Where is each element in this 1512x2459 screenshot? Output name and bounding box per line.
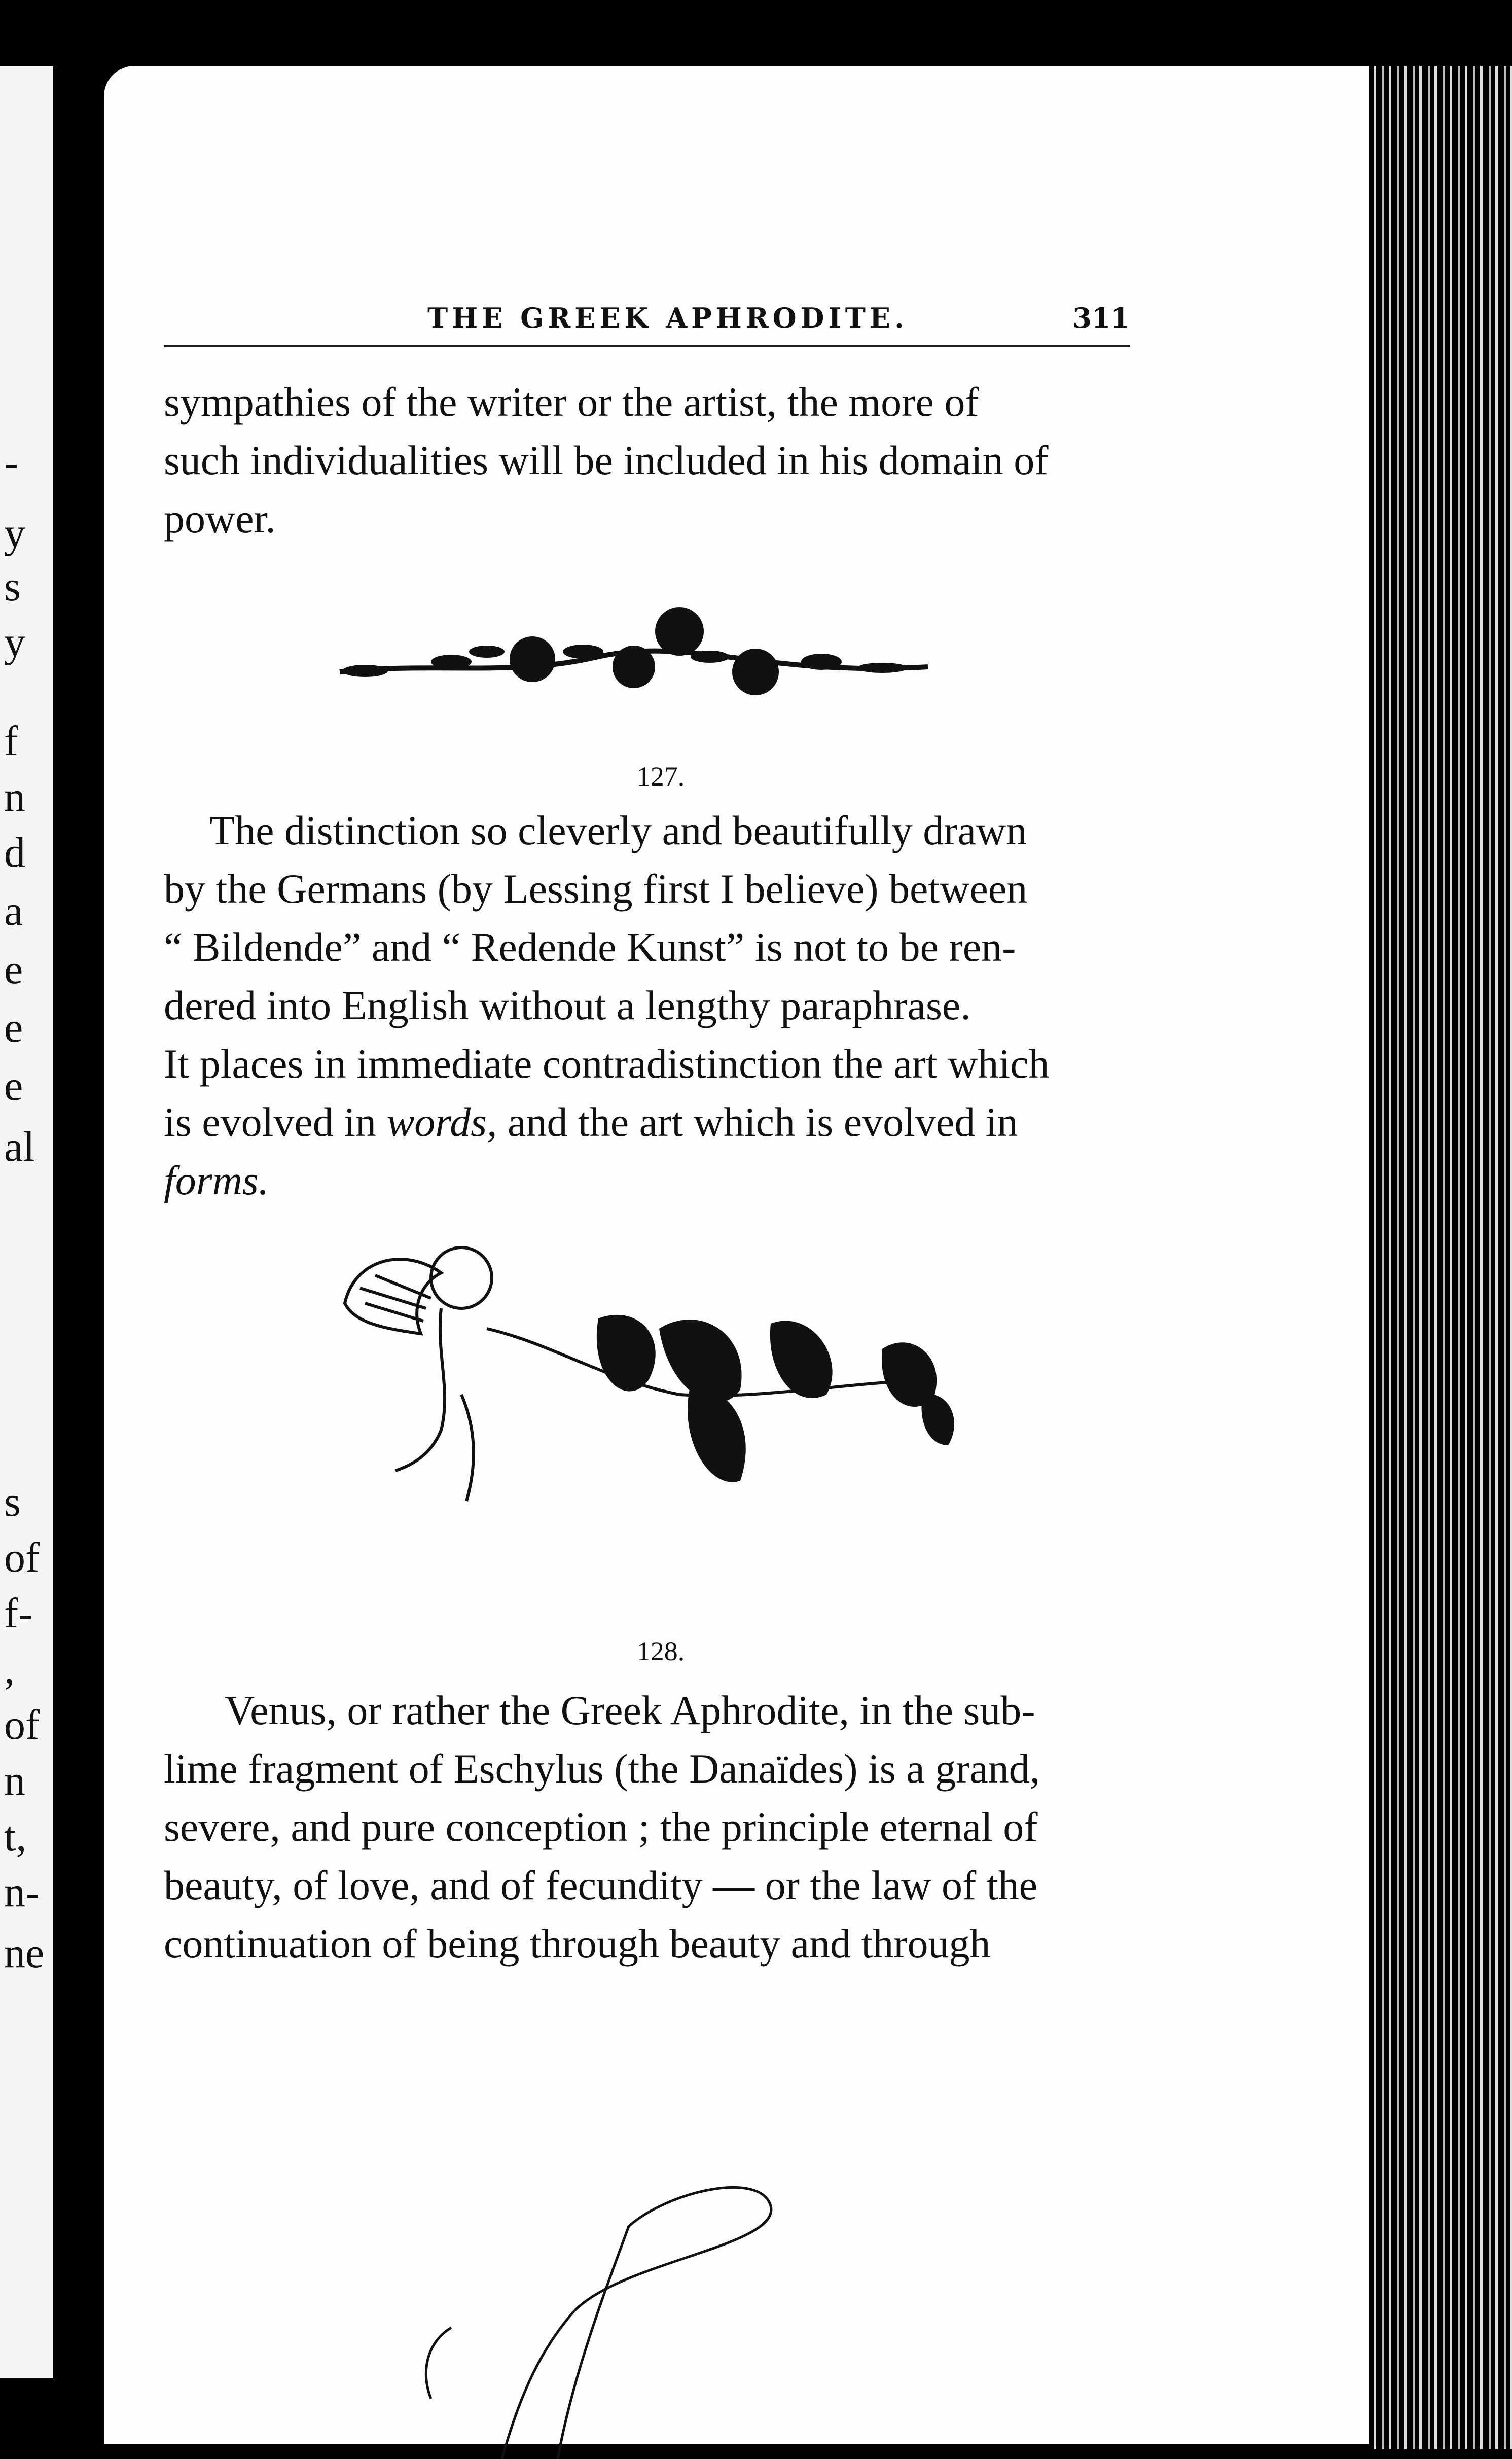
text-line: by the Germans (by Lessing first I believe) between (164, 866, 1028, 912)
italic-word: forms. (164, 1157, 269, 1203)
facing-page-fragment: n- (4, 1869, 40, 1916)
text-line: lime fragment of Eschylus (the Danaïdes) is a grand, (164, 1745, 1040, 1792)
facing-page-fragment: y (4, 619, 25, 666)
running-header (164, 297, 1130, 347)
text-line: dered into English without a lengthy paraphrase. (164, 982, 971, 1028)
facing-page-fragment: f- (4, 1590, 32, 1637)
section-127-text (164, 801, 1158, 1209)
section-128-text (164, 1681, 1158, 1973)
text-line: Venus, or rather the Greek Aphrodite, in the sub- (225, 1687, 1035, 1733)
floral-vine-ornament (335, 601, 933, 697)
facing-page-fragment: e (4, 1004, 23, 1051)
cupid-with-butterflies-vignette (325, 1227, 1029, 1542)
facing-page-fragment: , (4, 1646, 15, 1693)
text-line: “ Bildende” and “ Redende Kunst” is not to be ren- (164, 924, 1016, 970)
facing-page-fragment: al (4, 1123, 35, 1170)
facing-page-edge (0, 66, 53, 2378)
facing-page-fragment: of (4, 1701, 40, 1749)
text-line: continuation of being through beauty and through (164, 1920, 991, 1967)
text-line (164, 1151, 1158, 1209)
italic-word: words, (386, 1099, 497, 1145)
facing-page-fragment: y (4, 510, 25, 557)
text-line: such individualities will be included in his domain of (164, 437, 1049, 483)
running-title: THE GREEK APHRODITE. (427, 302, 908, 334)
section-number-127: 127. (636, 761, 685, 792)
facing-page-fragment: t, (4, 1813, 27, 1860)
text-line: severe, and pure conception ; the principle eternal of (164, 1804, 1038, 1850)
text-line: The distinction so cleverly and beautifully drawn (209, 807, 1027, 853)
facing-page-fragment: f (4, 718, 18, 765)
facing-page-fragment: s (4, 1478, 21, 1525)
facing-page-fragment: e (4, 1062, 23, 1110)
text-line: It places in immediate contradistinction the art which (164, 1041, 1050, 1087)
facing-page-fragment: e (4, 946, 23, 993)
facing-page-fragment: d (4, 829, 25, 876)
text-segment: and the art which is evolved in (497, 1099, 1018, 1145)
facing-page-fragment: n (4, 773, 25, 821)
facing-page-fragment: ne (4, 1930, 45, 1977)
facing-page-fragment: of (4, 1534, 40, 1581)
text-segment: is evolved in (164, 1099, 387, 1145)
facing-page-fragment: n (4, 1757, 25, 1804)
facing-page-fragment: a (4, 887, 23, 935)
page-number: 311 (1072, 302, 1130, 334)
ink-scribble (406, 2160, 811, 2459)
text-line: sympathies of the writer or the artist, the more of (164, 379, 979, 425)
facing-page-fragment: - (4, 439, 18, 486)
paragraph-continuation (164, 373, 1158, 548)
facing-page-fragment: s (4, 563, 21, 610)
text-line: power. (164, 495, 276, 542)
text-line (164, 1093, 1158, 1151)
section-number-128: 128. (636, 1636, 685, 1666)
text-line: beauty, of love, and of fecundity — or the law of the (164, 1862, 1037, 1908)
page-stack-edge (1369, 66, 1512, 2449)
